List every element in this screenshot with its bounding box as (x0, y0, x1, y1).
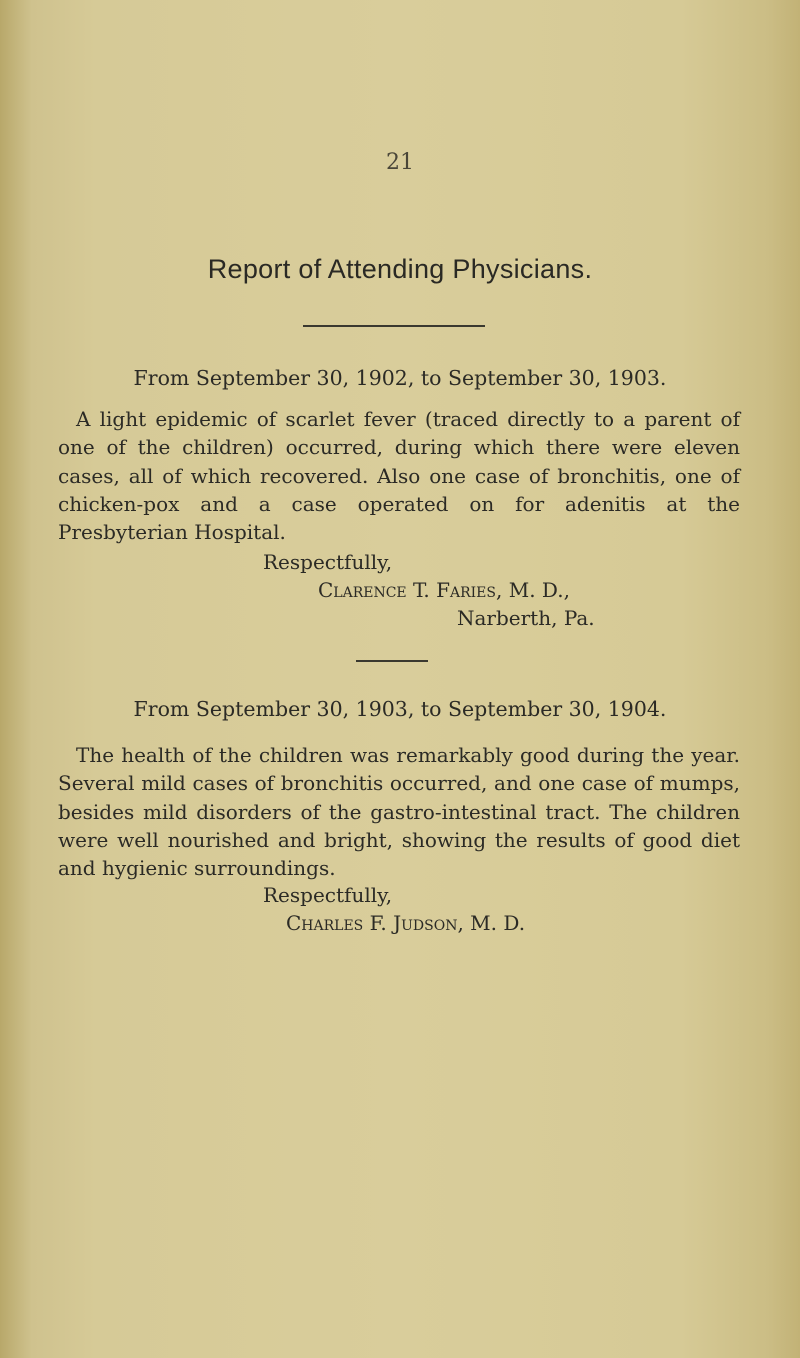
report-2-body-text: The health of the children was remarkably good during the year. Several mild cases of bronchitis occurred, and one case of mumps, besides mild disorders of the gastro-intestinal tract. The children were well nourished and bright, showing the results of good diet and hygienic surroundings. (58, 743, 740, 881)
section-divider (356, 660, 428, 662)
page-number: 21 (386, 150, 414, 175)
report-2-body (58, 741, 740, 882)
report-1-period: From September 30, 1902, to September 30, 1903. (133, 366, 667, 390)
title-divider (303, 325, 485, 327)
report-1-body-text: A light epidemic of scarlet fever (traced directly to a parent of one of the children) occurred, during which there were eleven cases, all of which recovered. Also one case of bronchitis, one of chicken-pox and a case operated on for adenitis at the Presbyterian Hospital. (58, 407, 740, 545)
report-1-signature: Clarence T. Faries, M. D., (318, 578, 570, 602)
page-title: Report of Attending Physicians. (207, 254, 593, 284)
report-1-location: Narberth, Pa. (457, 606, 595, 630)
report-1-closing: Respectfully, (263, 550, 393, 574)
report-2-period: From September 30, 1903, to September 30, 1904. (133, 697, 667, 721)
report-2-signature: Charles F. Judson, M. D. (286, 911, 526, 935)
report-2-closing: Respectfully, (263, 883, 393, 907)
report-1-body (58, 405, 740, 546)
